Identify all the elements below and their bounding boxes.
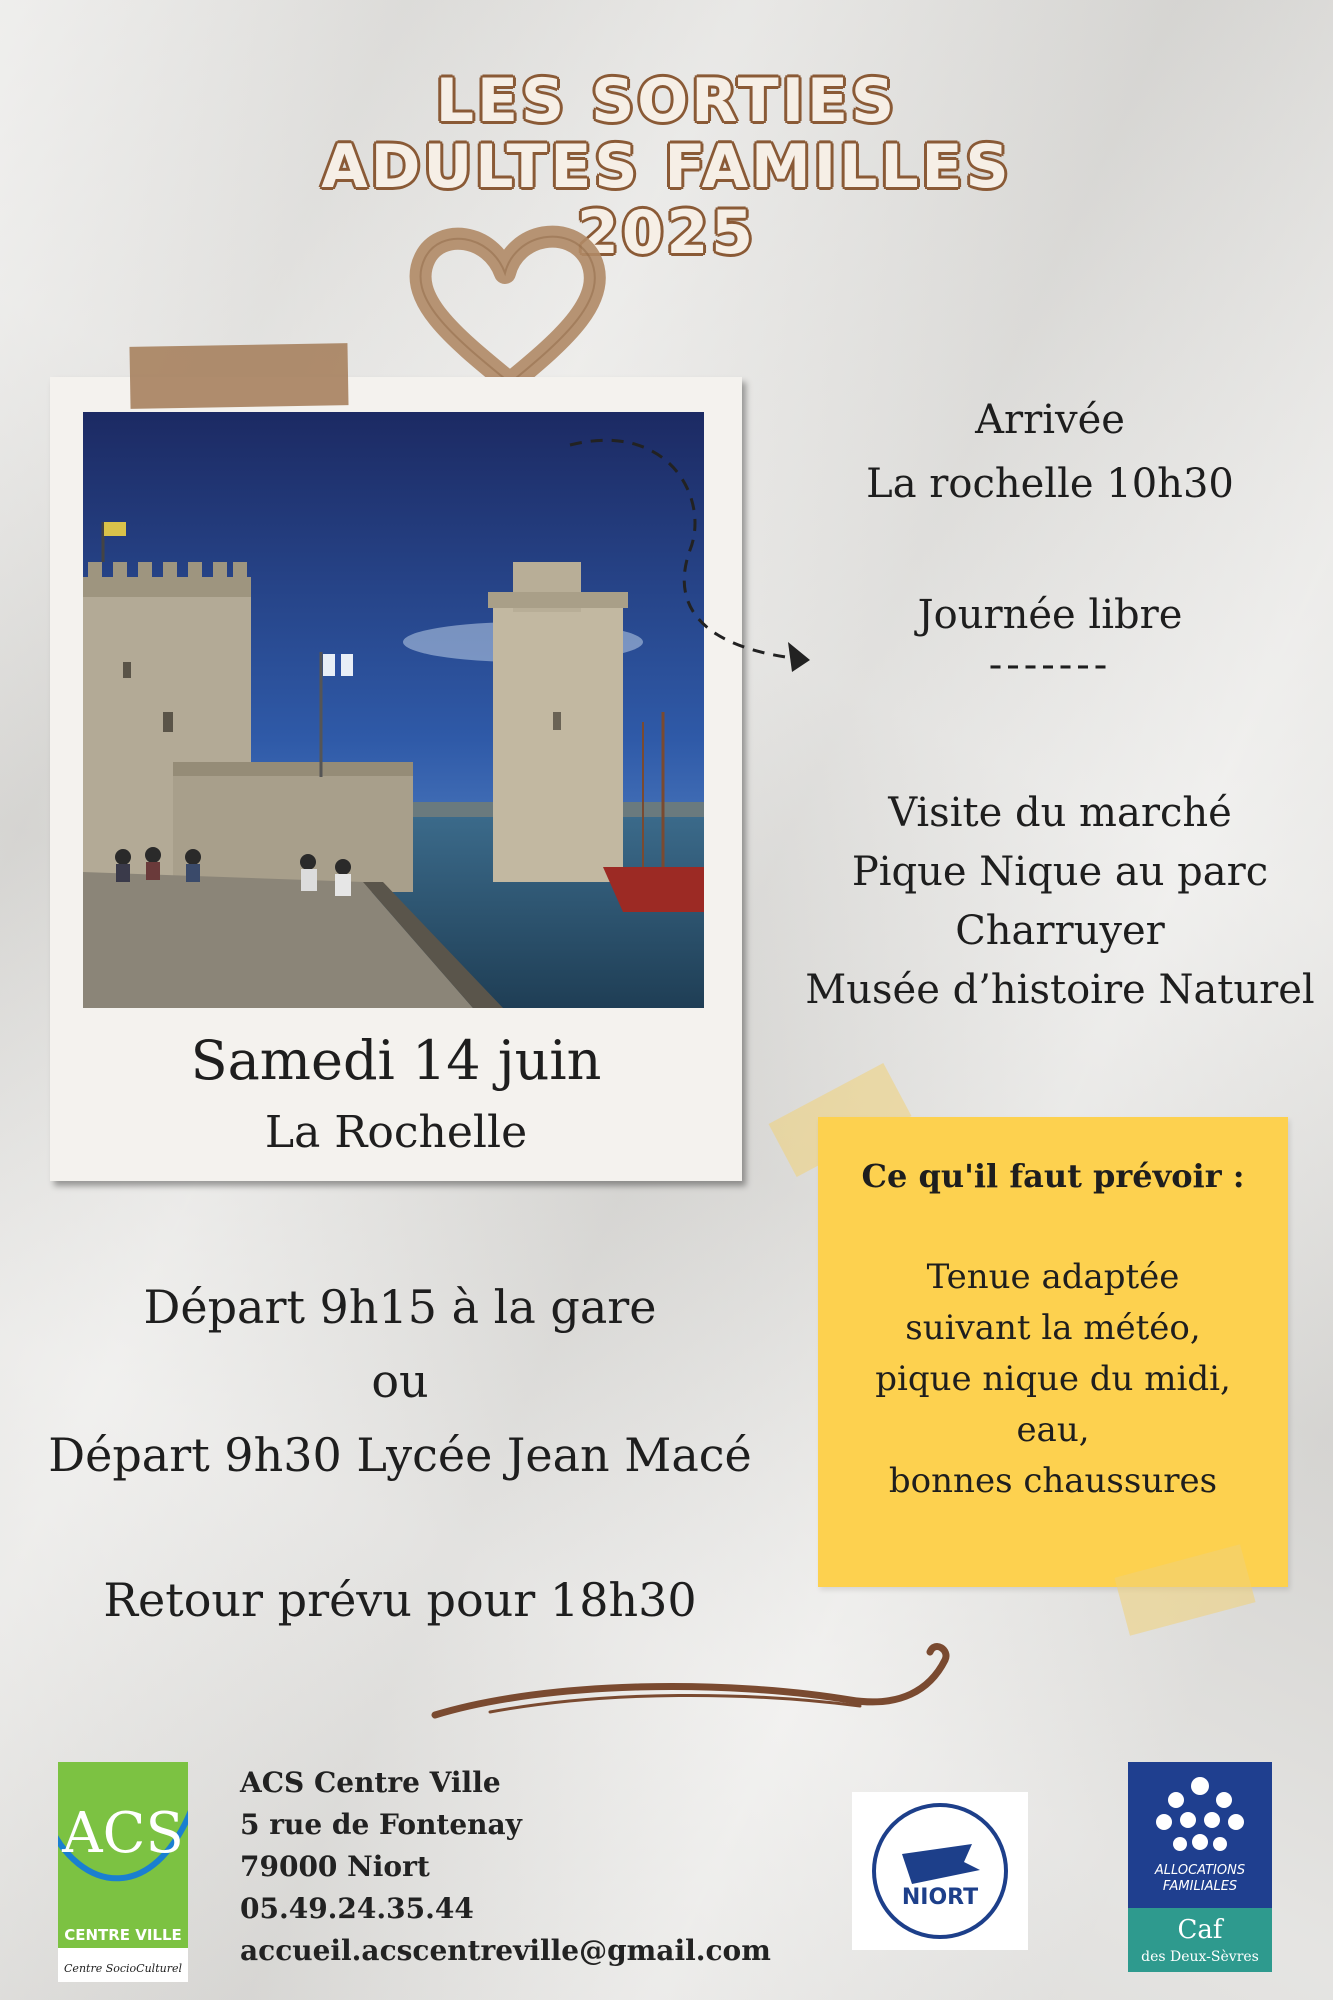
departure-or: ou [371,1354,429,1408]
note-item: pique nique du midi, [875,1359,1231,1399]
sticky-note [818,1117,1288,1587]
note-item: bonnes chaussures [888,1461,1218,1501]
contact-name: ACS Centre Ville [240,1766,501,1799]
swoosh-underline-icon [430,1640,970,1740]
title-line-1: LES SORTIES [435,66,898,136]
title-line-3: 2025 [577,198,756,268]
contact-city: 79000 Niort [240,1850,430,1883]
title-line-2: ADULTES FAMILLES [321,132,1012,202]
event-place: La Rochelle [264,1107,528,1158]
acs-logo-main: ACS [62,1801,184,1866]
caf-region: des Deux-Sèvres [1141,1949,1259,1965]
niort-logo [852,1792,1028,1950]
heart-doodle-icon [395,218,625,398]
contact-phone: 05.49.24.35.44 [240,1892,474,1925]
activity-item: Charruyer [955,908,1165,954]
acs-logo-sub: CENTRE VILLE [64,1926,182,1944]
arrival-block [780,395,1320,509]
poster-title [0,68,1333,266]
note-item: Tenue adaptée [926,1257,1180,1297]
departure-option-2: Départ 9h30 Lycée Jean Macé [48,1428,752,1482]
event-date: Samedi 14 juin [190,1029,602,1092]
activity-item: Pique Nique au parc [851,849,1269,895]
acs-logo-tagline: Centre SocioCulturel [64,1962,182,1975]
return-time: Retour prévu pour 18h30 [103,1573,697,1627]
departure-option-1: Départ 9h15 à la gare [143,1280,657,1334]
sticky-note-items [818,1252,1288,1507]
sticky-note-title: Ce qu'il faut prévoir : [861,1157,1245,1195]
caf-line-1: ALLOCATIONS [1154,1863,1246,1878]
activity-item: Musée d’histoire Naturel [805,967,1315,1013]
acs-logo [58,1762,188,1982]
separator-dashes: ------- [988,642,1112,688]
free-day-label: Journée libre [917,592,1183,638]
note-item: suivant la météo, [905,1308,1201,1348]
caf-brand: Caf [1177,1915,1223,1945]
masking-tape [129,343,348,409]
arrival-place-time: La rochelle 10h30 [866,461,1234,507]
note-item: eau, [1016,1410,1090,1450]
contact-street: 5 rue de Fontenay [240,1808,522,1841]
contact-block [240,1762,771,1972]
activity-item: Visite du marché [888,790,1232,836]
free-day-block [780,590,1320,690]
caf-logo [1128,1762,1272,1972]
niort-logo-text: NIORT [901,1885,979,1910]
contact-email[interactable]: accueil.acscentreville@gmail.com [240,1934,771,1967]
arrival-label: Arrivée [975,397,1125,443]
departure-block [30,1270,770,1492]
activities-list [790,784,1330,1020]
caf-line-2: FAMILIALES [1162,1879,1238,1894]
